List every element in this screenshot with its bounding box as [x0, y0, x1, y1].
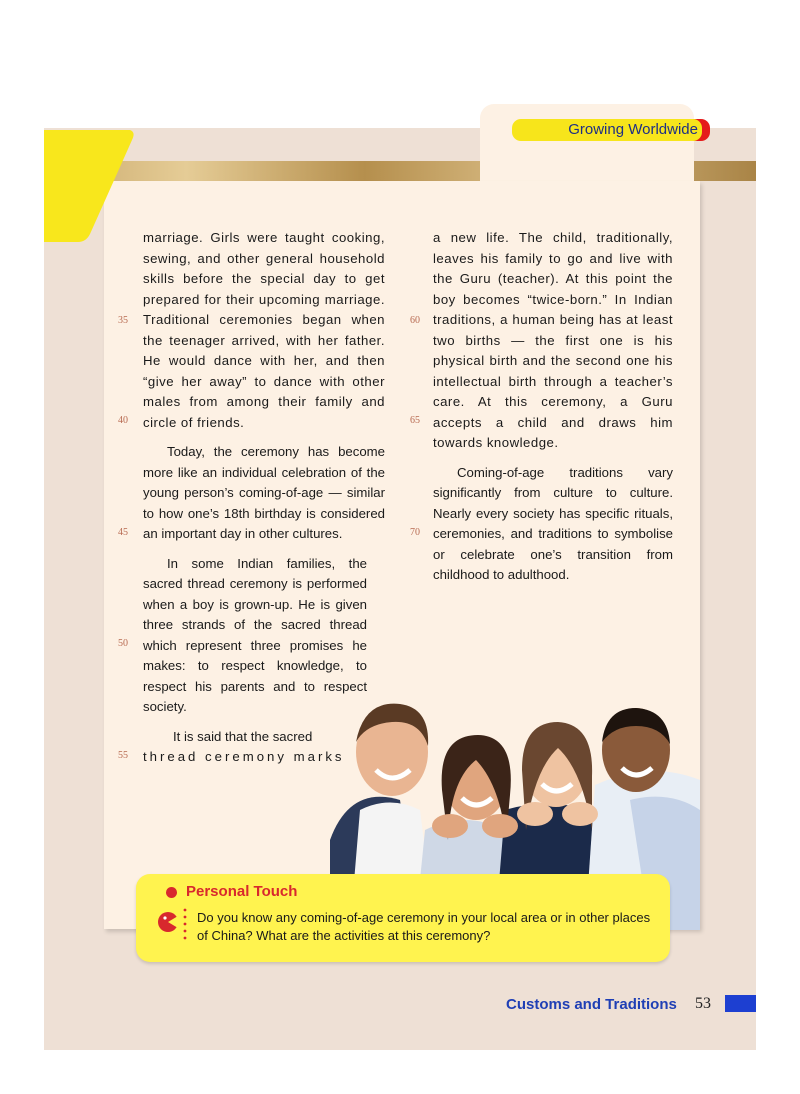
- yellow-corner-decoration: [44, 130, 134, 242]
- line-number: 65: [410, 415, 420, 426]
- line-number: 40: [118, 415, 128, 426]
- left-column: [143, 228, 385, 768]
- paragraph: a new life. The child, traditionally, leaves his family to go and live with the Guru (teacher). At this point the boy becomes “twice-born.” In Indian traditions, a human being has at least two births — the first one is his physical birth and the second one his intellectual birth through a teacher’s care. At this ceremony, a Guru accepts a child and draws him towards knowledge.: [433, 230, 673, 450]
- line-number: 45: [118, 527, 128, 538]
- paragraph-continuation: thread ceremony marks: [143, 749, 345, 764]
- footer-accent-bar: [725, 995, 756, 1012]
- section-header-title: Growing Worldwide: [568, 121, 698, 138]
- speech-bubble-icon: [152, 906, 192, 946]
- personal-touch-title: Personal Touch: [186, 883, 298, 900]
- paragraph: In some Indian families, the sacred thread ceremony is performed when a boy is grown-up. He is given three strands of the sacred thread which represent three promises he makes: to respect knowledge, to respect his parents and to respect society.: [143, 555, 367, 714]
- bullet-icon: [166, 887, 177, 898]
- line-number: 70: [410, 527, 420, 538]
- paragraph: marriage. Girls were taught cooking, sewing, and other general household skills before the special day to get prepared for their upcoming marriage. Traditional ceremonies began when the teenager arrived, with her father. He would dance with her, and then “give her away” to dance with other males from among their family and circle of friends.: [143, 230, 385, 430]
- line-number: 50: [118, 638, 128, 649]
- personal-touch-question: Do you know any coming-of-age ceremony in your local area or in other places of China? What are the activities at this ceremony?: [197, 910, 651, 943]
- paragraph: Coming-of-age traditions vary significantly from culture to culture. Nearly every society has specific rituals, ceremonies, and traditions to symbolise or celebrate one’s transition from childhood to adulthood.: [433, 464, 673, 582]
- paragraph-start: It is said that the sacred: [173, 728, 313, 744]
- page-number: 53: [695, 995, 711, 1012]
- paragraph: Today, the ceremony has become more like an individual celebration of the young person’s coming-of-age — similar to how one’s 18th birthday is considered an important day in other cultures.: [143, 444, 385, 541]
- line-number: 60: [410, 315, 420, 326]
- line-number: 55: [118, 750, 128, 761]
- footer-section-title: Customs and Traditions: [506, 996, 677, 1013]
- section-header: [512, 119, 710, 141]
- line-number: 35: [118, 315, 128, 326]
- right-column: [433, 228, 673, 586]
